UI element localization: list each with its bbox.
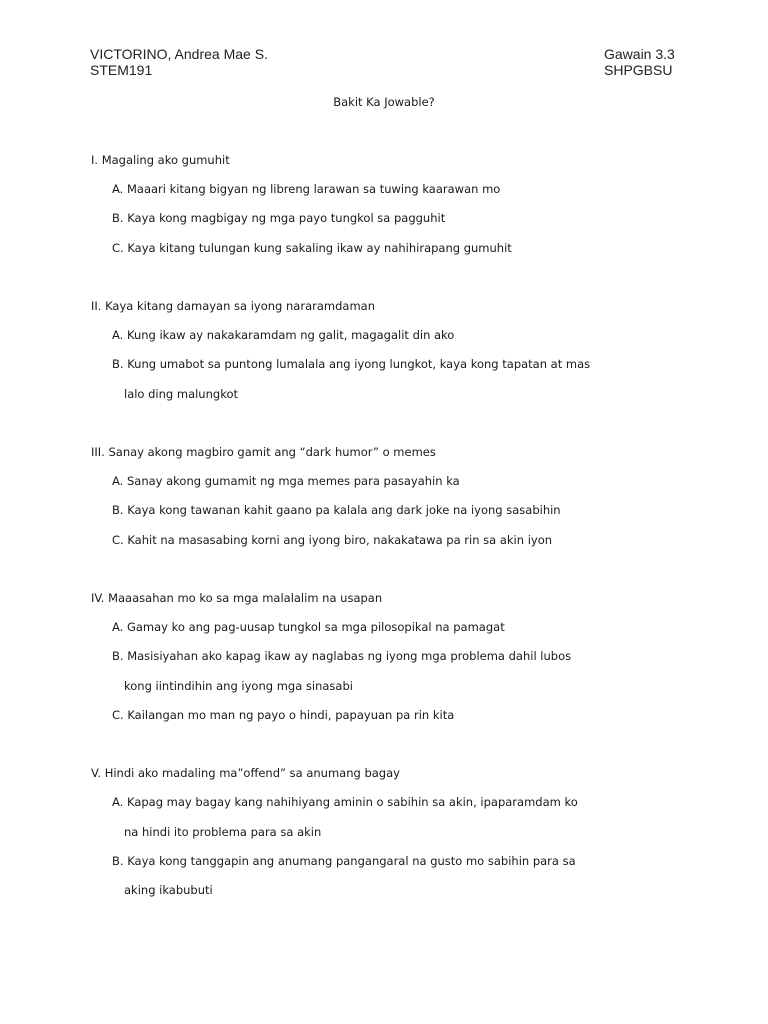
section-heading: I. Magaling ako gumuhit [91, 153, 230, 167]
section-heading: V. Hindi ako madaling ma”offend” sa anumang bagay [91, 766, 400, 780]
header-right [604, 46, 675, 78]
list-item: A. Maaari kitang bigyan ng libreng larawan sa tuwing kaarawan mo [112, 182, 501, 196]
list-item: B. Kaya kong magbigay ng mga payo tungkol sa pagguhit [112, 211, 446, 225]
list-item-continuation: kong iintindihin ang iyong mga sinasabi [124, 679, 353, 693]
list-item: C. Kahit na masasabing korni ang iyong biro, nakakatawa pa rin sa akin iyon [112, 533, 553, 547]
list-item: A. Kapag may bagay kang nahihiyang aminin o sabihin sa akin, ipaparamdam ko [112, 795, 578, 809]
list-item: A. Kung ikaw ay nakakaramdam ng galit, magagalit din ako [112, 328, 455, 342]
school-label: SHPGBSU [604, 62, 673, 78]
section-heading: III. Sanay akong magbiro gamit ang “dark humor” o memes [91, 445, 436, 459]
list-item: B. Kaya kong tanggapin ang anumang pangangaral na gusto mo sabihin para sa [112, 854, 576, 868]
list-item: B. Masisiyahan ako kapag ikaw ay naglabas ng iyong mga problema dahil lubos [112, 649, 572, 663]
header-left [90, 46, 268, 78]
list-item: C. Kailangan mo man ng payo o hindi, papayuan pa rin kita [112, 708, 455, 722]
list-item: A. Gamay ko ang pag-uusap tungkol sa mga pilosopikal na pamagat [112, 620, 505, 634]
list-item: B. Kung umabot sa puntong lumalala ang iyong lungkot, kaya kong tapatan at mas [112, 357, 591, 371]
list-item: A. Sanay akong gumamit ng mga memes para pasayahin ka [112, 474, 460, 488]
list-item-continuation: lalo ding malungkot [124, 387, 238, 401]
list-item: C. Kaya kitang tulungan kung sakaling ikaw ay nahihirapang gumuhit [112, 241, 512, 255]
section-heading: IV. Maaasahan mo ko sa mga malalalim na usapan [91, 591, 383, 605]
activity-label: Gawain 3.3 [604, 46, 675, 62]
list-item: B. Kaya kong tawanan kahit gaano pa kalala ang dark joke na iyong sasabihin [112, 503, 561, 517]
list-item-continuation: na hindi ito problema para sa akin [124, 825, 322, 839]
document-title: Bakit Ka Jowable? [333, 95, 435, 109]
list-item-continuation: aking ikabubuti [124, 883, 213, 897]
section-heading: II. Kaya kitang damayan sa iyong nararamdaman [91, 299, 375, 313]
student-name: VICTORINO, Andrea Mae S. [90, 46, 268, 62]
student-section: STEM191 [90, 62, 153, 78]
